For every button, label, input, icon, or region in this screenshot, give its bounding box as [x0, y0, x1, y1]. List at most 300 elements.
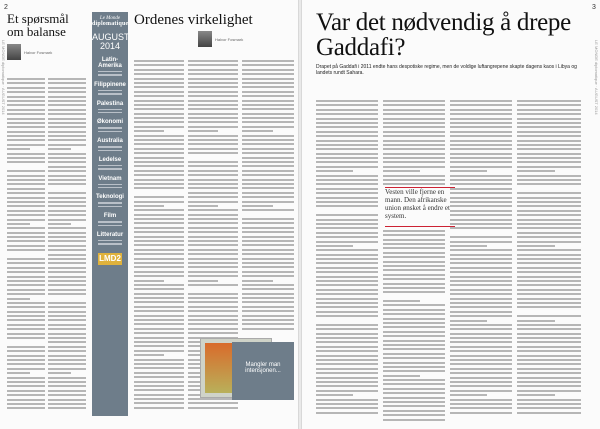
text-line — [450, 394, 487, 396]
text-line — [188, 209, 238, 211]
text-line — [48, 385, 86, 387]
text-line — [48, 122, 86, 124]
text-line — [48, 139, 86, 141]
text-line — [517, 315, 581, 317]
text-line — [48, 306, 86, 308]
text-line — [134, 306, 184, 308]
text-line — [316, 157, 378, 159]
text-line — [383, 113, 445, 115]
magazine-logo: Le Monde diplomatique — [92, 16, 129, 27]
text-line — [188, 95, 238, 97]
text-line — [517, 122, 581, 124]
text-line — [517, 113, 581, 115]
text-line — [316, 350, 378, 352]
magazine-section-subline — [98, 127, 122, 128]
text-line — [383, 239, 445, 241]
text-line — [383, 353, 445, 355]
text-line — [517, 399, 581, 401]
text-line — [450, 363, 512, 365]
text-line — [188, 315, 238, 317]
text-line — [188, 121, 238, 123]
text-line — [450, 157, 512, 159]
text-line — [48, 284, 86, 286]
text-line — [48, 166, 86, 168]
text-line — [48, 390, 86, 392]
text-line — [450, 381, 512, 383]
text-line — [450, 407, 512, 409]
text-line — [242, 165, 294, 167]
article-ordenes-col3 — [242, 60, 294, 332]
text-line — [48, 148, 71, 150]
text-line — [7, 372, 30, 374]
article-balance-title: Et spørsmål om balanse — [7, 11, 69, 39]
text-line — [134, 69, 184, 71]
text-line — [134, 394, 184, 396]
text-line — [383, 419, 445, 421]
text-line — [134, 284, 184, 286]
text-line — [242, 64, 294, 66]
text-line — [383, 366, 445, 368]
magazine-section-subline — [98, 202, 122, 203]
text-line — [316, 236, 378, 238]
text-line — [517, 210, 581, 212]
text-line — [316, 302, 378, 304]
text-line — [517, 355, 581, 357]
quote-box: Mangler man intensjonen... — [232, 342, 294, 400]
text-line — [383, 309, 445, 311]
text-line — [517, 201, 581, 203]
text-line — [134, 253, 184, 255]
text-line — [188, 275, 238, 277]
text-line — [188, 244, 238, 246]
article-gaddafi-col4 — [517, 100, 581, 416]
text-line — [383, 243, 445, 245]
text-line — [316, 135, 378, 137]
text-line — [48, 109, 86, 111]
text-line — [242, 201, 294, 203]
text-line — [188, 73, 238, 75]
text-line — [316, 254, 378, 256]
text-line — [517, 412, 581, 414]
text-line — [134, 126, 184, 128]
text-line — [188, 64, 238, 66]
text-line — [134, 293, 184, 295]
text-line — [450, 192, 512, 194]
text-line — [316, 276, 378, 278]
text-line — [188, 100, 238, 102]
magazine-section-subline — [98, 225, 122, 226]
magazine-section: Teknologi — [96, 194, 124, 201]
text-line — [7, 175, 45, 177]
text-line — [188, 231, 238, 233]
text-line — [188, 117, 238, 119]
text-line — [517, 232, 581, 234]
text-line — [134, 148, 184, 150]
text-line — [134, 381, 184, 383]
text-line — [242, 266, 294, 268]
text-line — [517, 254, 581, 256]
text-line — [450, 254, 512, 256]
text-line — [7, 131, 45, 133]
text-line — [316, 280, 378, 282]
text-line — [242, 179, 294, 181]
text-line — [383, 247, 445, 249]
text-line — [134, 86, 184, 88]
text-line — [450, 148, 512, 150]
text-line — [188, 157, 238, 159]
text-line — [316, 324, 378, 326]
text-line — [450, 359, 512, 361]
text-line — [134, 60, 184, 62]
text-line — [383, 166, 445, 168]
magazine-section-subline — [98, 131, 122, 132]
text-line — [242, 288, 294, 290]
text-line — [316, 183, 378, 185]
text-line — [316, 210, 378, 212]
text-line — [517, 236, 581, 238]
text-line — [188, 196, 238, 198]
text-line — [188, 170, 238, 172]
text-line — [450, 135, 512, 137]
text-line — [242, 86, 294, 88]
text-line — [242, 205, 273, 207]
text-line — [517, 100, 581, 102]
text-line — [517, 271, 581, 273]
text-line — [450, 302, 512, 304]
text-line — [517, 140, 581, 142]
text-line — [316, 166, 378, 168]
text-line — [242, 244, 294, 246]
text-line — [188, 179, 238, 181]
text-line — [517, 363, 581, 365]
text-line — [450, 249, 512, 251]
text-line — [188, 253, 238, 255]
text-line — [48, 118, 86, 120]
text-line — [450, 341, 512, 343]
text-line — [134, 367, 184, 369]
article-ordenes — [134, 12, 294, 47]
text-line — [242, 310, 294, 312]
text-line — [242, 108, 294, 110]
text-line — [134, 214, 184, 216]
text-line — [242, 323, 294, 325]
text-line — [7, 166, 45, 168]
text-line — [7, 346, 45, 348]
magazine-section: Økonomi — [96, 119, 123, 126]
text-line — [517, 245, 555, 247]
text-line — [7, 341, 45, 343]
text-line — [48, 403, 86, 405]
text-line — [383, 318, 445, 320]
text-line — [134, 135, 184, 137]
text-line — [7, 355, 45, 357]
text-line — [48, 104, 86, 106]
text-line — [383, 296, 445, 298]
article-balance — [7, 12, 85, 60]
text-line — [48, 333, 86, 335]
text-line — [450, 109, 512, 111]
text-line — [242, 196, 294, 198]
text-line — [7, 276, 45, 278]
text-line — [316, 140, 378, 142]
text-line — [7, 262, 45, 264]
text-line — [383, 144, 445, 146]
text-line — [7, 390, 45, 392]
text-line — [48, 355, 86, 357]
text-line — [134, 157, 184, 159]
text-line — [450, 276, 512, 278]
text-line — [383, 401, 445, 403]
text-line — [134, 179, 184, 181]
text-line — [316, 219, 378, 221]
text-line — [134, 345, 184, 347]
text-line — [48, 227, 86, 229]
text-line — [188, 284, 238, 286]
text-line — [188, 297, 238, 299]
text-line — [7, 144, 45, 146]
text-line — [383, 148, 445, 150]
text-line — [517, 227, 581, 229]
text-line — [242, 187, 294, 189]
text-line — [450, 412, 512, 414]
article-gaddafi — [316, 10, 586, 76]
text-line — [383, 183, 445, 185]
text-line — [7, 306, 45, 308]
magazine-section-subline — [98, 184, 122, 185]
text-line — [450, 183, 512, 185]
author-photo — [7, 44, 21, 60]
text-line — [517, 131, 581, 133]
text-line — [517, 144, 581, 146]
text-line — [450, 126, 512, 128]
text-line — [383, 109, 445, 111]
text-line — [242, 275, 294, 277]
text-line — [383, 383, 445, 385]
text-line — [48, 232, 86, 234]
text-line — [383, 274, 445, 276]
magazine-section-subline — [98, 240, 122, 241]
text-line — [383, 256, 445, 258]
text-line — [7, 399, 45, 401]
text-line — [383, 362, 445, 364]
text-line — [316, 249, 378, 251]
text-line — [188, 218, 238, 220]
magazine-section: Australia — [97, 138, 123, 145]
text-line — [188, 236, 238, 238]
text-line — [517, 197, 581, 199]
text-line — [242, 271, 294, 273]
text-line — [7, 315, 45, 317]
text-line — [450, 140, 512, 142]
text-line — [7, 91, 45, 93]
text-line — [450, 289, 512, 291]
text-line — [316, 315, 378, 317]
text-line — [383, 331, 445, 333]
text-line — [7, 363, 45, 365]
text-line — [517, 249, 581, 251]
text-line — [450, 161, 512, 163]
text-line — [134, 323, 184, 325]
text-line — [242, 231, 294, 233]
magazine-section-subline — [98, 109, 122, 110]
text-line — [517, 118, 581, 120]
text-line — [383, 100, 445, 102]
text-line — [450, 188, 512, 190]
text-line — [188, 135, 238, 137]
text-line — [48, 157, 86, 159]
text-line — [517, 258, 581, 260]
text-line — [188, 86, 238, 88]
text-line — [517, 126, 581, 128]
magazine-section-subline — [98, 150, 122, 151]
text-line — [7, 271, 45, 273]
text-line — [134, 192, 184, 194]
text-line — [316, 232, 378, 234]
text-line — [188, 227, 238, 229]
text-line — [134, 354, 164, 356]
magazine-section-subline — [98, 146, 122, 147]
text-line — [383, 131, 445, 133]
text-line — [48, 293, 86, 295]
article-ordenes-byline: Halvor Fosmark — [215, 36, 244, 42]
text-line — [134, 209, 184, 211]
text-line — [383, 157, 445, 159]
text-line — [383, 322, 445, 324]
text-line — [134, 139, 184, 141]
text-line — [48, 258, 86, 260]
text-line — [7, 219, 45, 221]
text-line — [134, 78, 184, 80]
article-ordenes-title: Ordenes virkelighet — [134, 12, 253, 28]
text-line — [48, 240, 86, 242]
text-line — [242, 192, 294, 194]
text-line — [188, 91, 238, 93]
text-line — [383, 300, 420, 302]
text-line — [517, 267, 581, 269]
text-line — [188, 104, 238, 106]
text-line — [134, 280, 164, 282]
text-line — [316, 328, 378, 330]
magazine-sections — [92, 57, 128, 245]
text-line — [316, 197, 378, 199]
text-line — [242, 121, 294, 123]
magazine-section-subline — [98, 71, 122, 72]
text-line — [242, 174, 294, 176]
text-line — [450, 315, 512, 317]
text-line — [7, 170, 45, 172]
text-line — [48, 341, 86, 343]
text-line — [7, 368, 45, 370]
text-line — [450, 333, 512, 335]
text-line — [316, 131, 378, 133]
text-line — [316, 192, 378, 194]
page-number-right: 3 — [592, 4, 596, 11]
text-line — [134, 227, 184, 229]
text-line — [7, 87, 45, 89]
text-line — [316, 188, 378, 190]
text-line — [450, 311, 512, 313]
magazine-section-subline — [98, 206, 122, 207]
text-line — [450, 403, 512, 405]
magazine-section-subline — [98, 112, 122, 113]
text-line — [48, 82, 86, 84]
text-line — [316, 412, 378, 414]
text-line — [450, 262, 512, 264]
text-line — [450, 320, 487, 322]
text-line — [188, 402, 238, 404]
text-line — [134, 288, 184, 290]
text-line — [188, 148, 238, 150]
text-line — [242, 262, 294, 264]
text-line — [517, 104, 581, 106]
text-line — [517, 175, 581, 177]
text-line — [134, 372, 184, 374]
text-line — [134, 398, 184, 400]
text-line — [450, 236, 512, 238]
text-line — [450, 201, 512, 203]
magazine-section: Palestina — [96, 100, 124, 107]
text-line — [450, 355, 512, 357]
text-line — [517, 135, 581, 137]
text-line — [517, 289, 581, 291]
text-line — [7, 293, 45, 295]
text-line — [517, 223, 581, 225]
text-line — [316, 245, 353, 247]
text-line — [48, 219, 86, 221]
text-line — [7, 157, 45, 159]
text-line — [316, 258, 378, 260]
text-line — [517, 350, 581, 352]
text-line — [188, 332, 238, 334]
text-line — [517, 161, 581, 163]
text-line — [450, 153, 512, 155]
magazine-section: Film — [103, 213, 117, 220]
text-line — [134, 244, 184, 246]
text-line — [383, 161, 445, 163]
text-line — [242, 240, 294, 242]
text-line — [7, 284, 45, 286]
text-line — [134, 341, 184, 343]
text-line — [383, 261, 445, 263]
text-line — [242, 73, 294, 75]
text-line — [7, 280, 45, 282]
text-line — [242, 148, 294, 150]
text-line — [383, 405, 445, 407]
text-line — [316, 104, 378, 106]
text-line — [242, 104, 294, 106]
text-line — [517, 306, 581, 308]
text-line — [383, 118, 445, 120]
magazine-section: Vietnam — [98, 175, 122, 182]
text-line — [316, 341, 378, 343]
text-line — [242, 236, 294, 238]
magazine-section: Filippinene — [94, 81, 126, 88]
text-line — [7, 161, 45, 163]
text-line — [7, 337, 45, 339]
text-line — [316, 377, 378, 379]
magazine-section-subline — [98, 165, 122, 166]
text-line — [316, 355, 378, 357]
text-line — [242, 328, 294, 330]
text-line — [48, 87, 86, 89]
text-line — [48, 192, 86, 194]
text-line — [48, 214, 86, 216]
text-line — [450, 306, 512, 308]
text-line — [7, 210, 45, 212]
text-line — [134, 121, 184, 123]
article-gaddafi-col2 — [383, 100, 445, 423]
text-line — [316, 153, 378, 155]
